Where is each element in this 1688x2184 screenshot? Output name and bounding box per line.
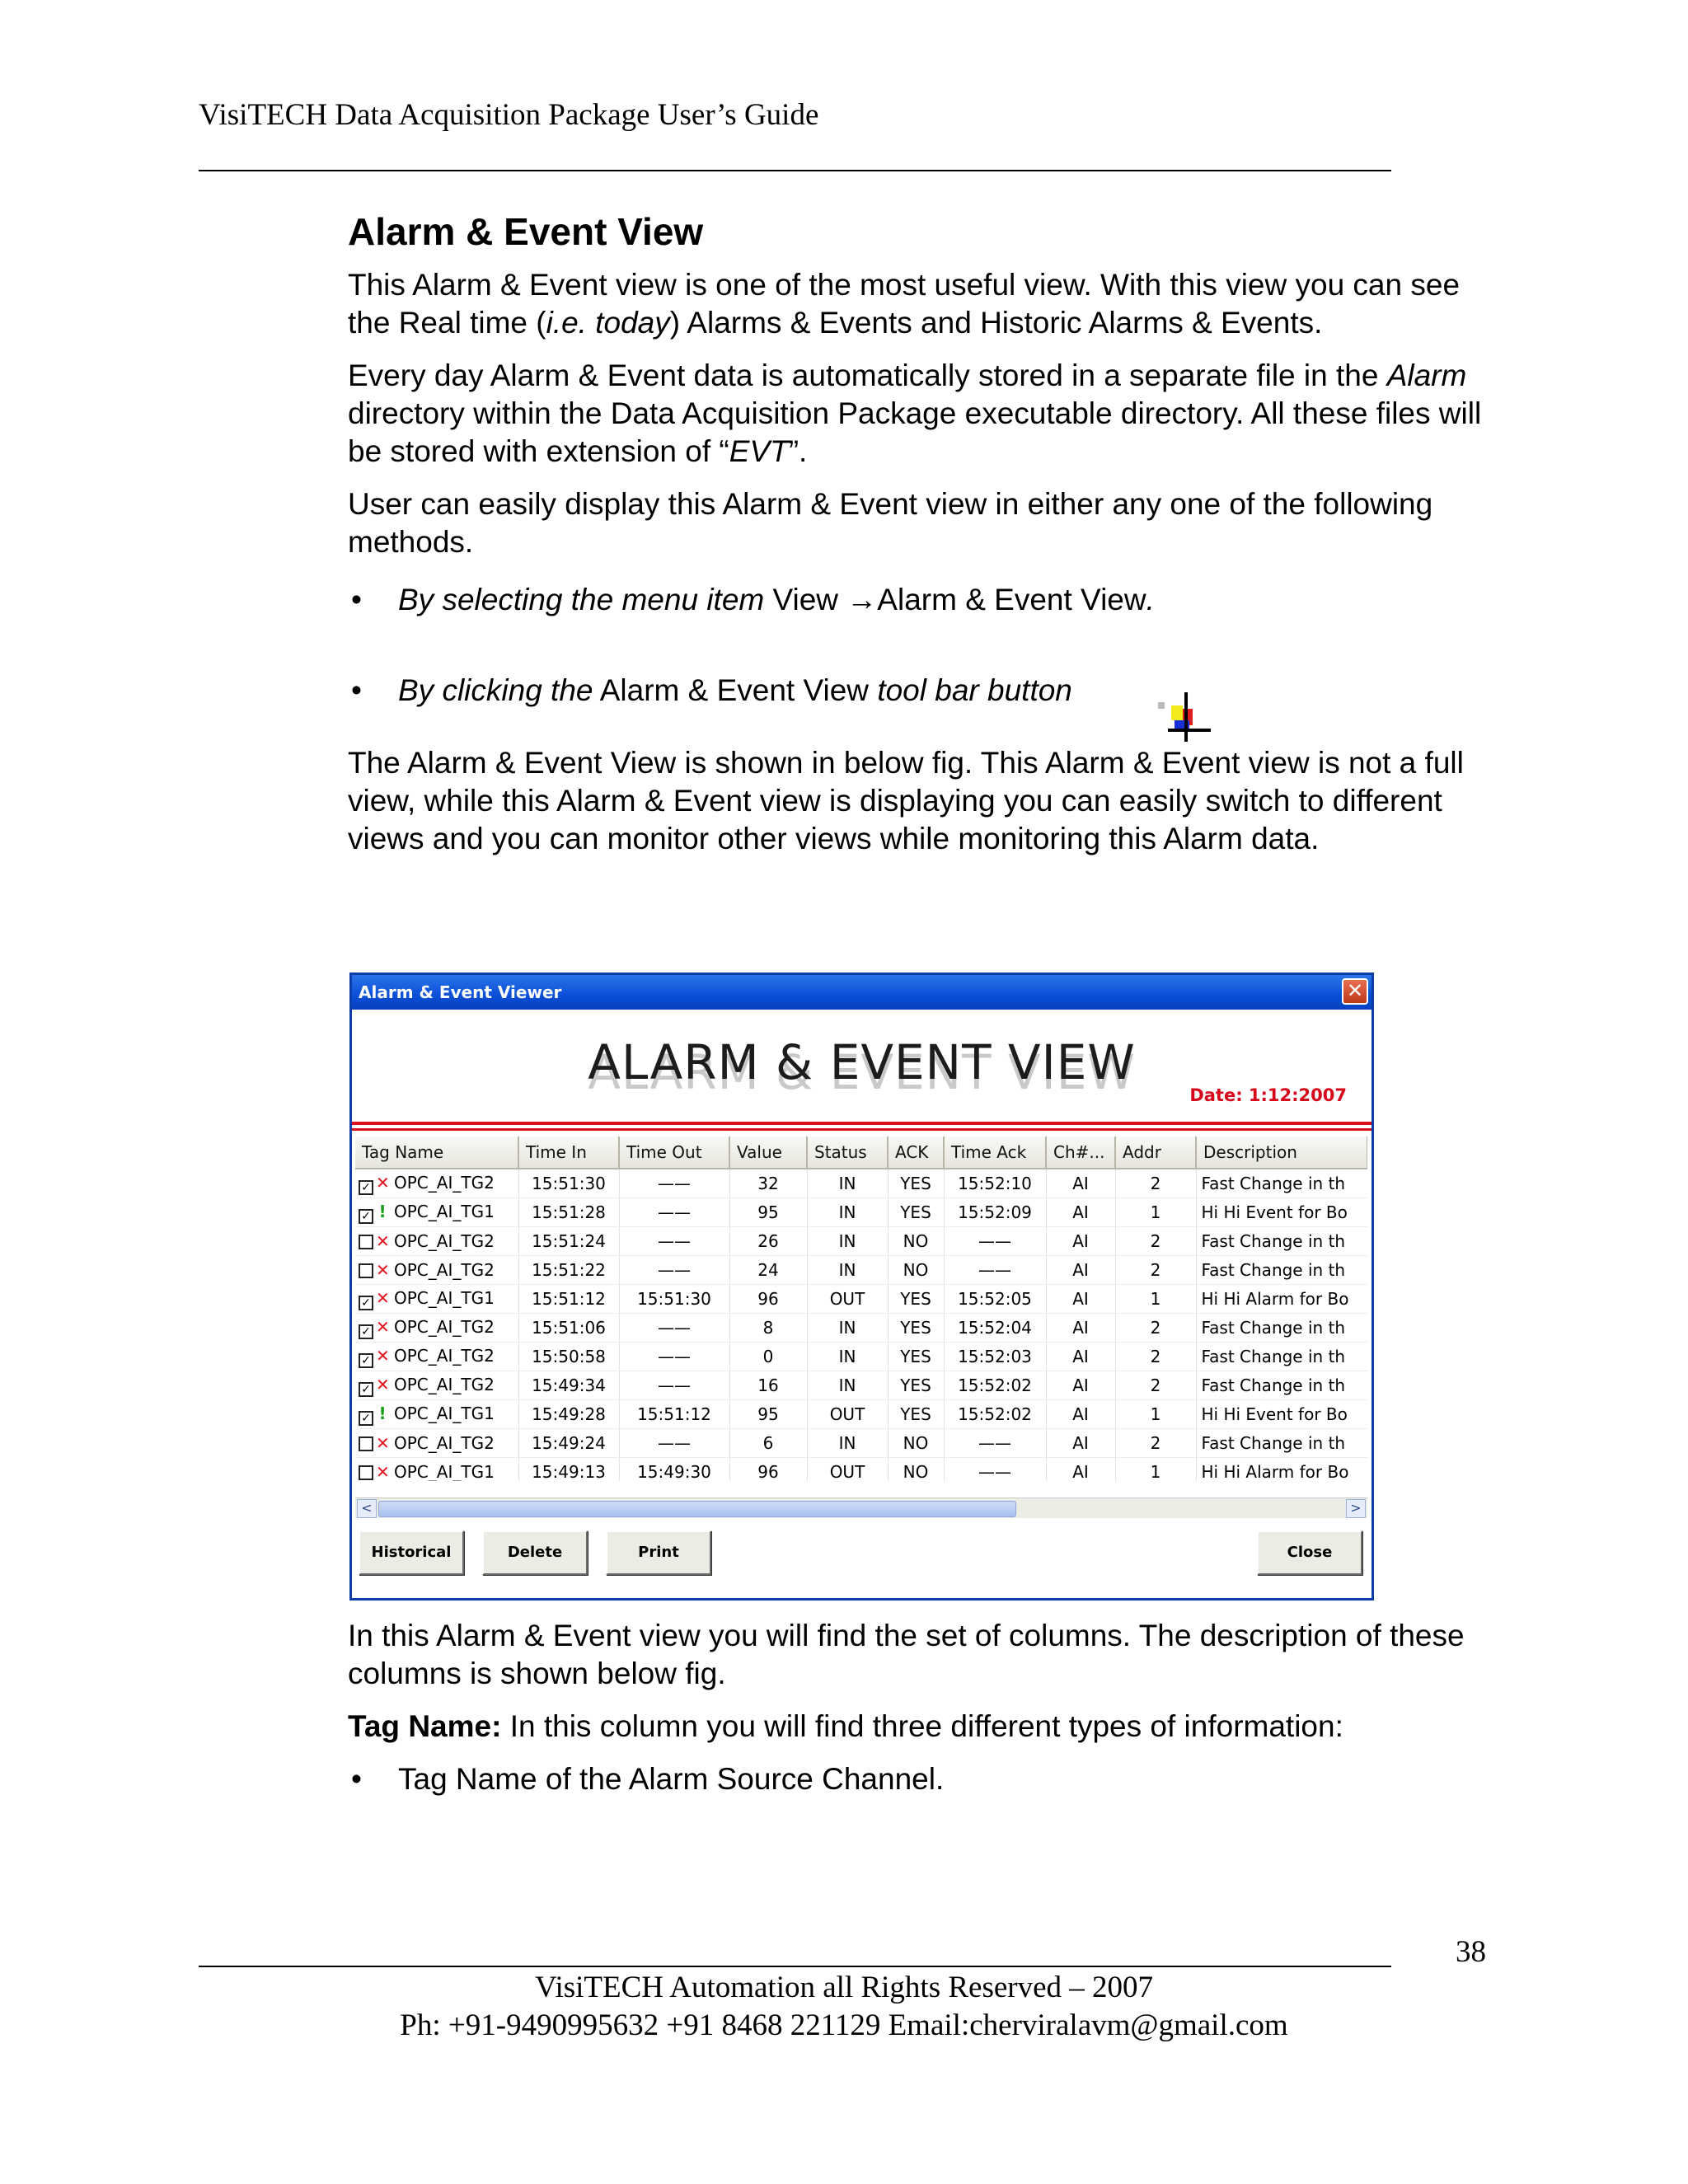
- time-in-cell: 15:51:30: [518, 1169, 619, 1198]
- page-number: 38: [1456, 1935, 1486, 1969]
- desc-cell: Fast Change in th: [1196, 1256, 1367, 1285]
- ch-cell: AI: [1046, 1343, 1115, 1371]
- time-out-cell: ——: [619, 1256, 729, 1285]
- value-cell: 6: [729, 1429, 807, 1458]
- bullet-dot: •: [351, 673, 362, 708]
- bullet2-emphasis-end: tool bar button: [877, 673, 1072, 708]
- banner-divider-2: [352, 1128, 1372, 1131]
- para2-text-end: ”.: [788, 434, 808, 469]
- checked-checkbox-icon[interactable]: ✓: [359, 1382, 373, 1397]
- bullet1-emphasis: By selecting the menu item: [398, 583, 765, 617]
- status-cell: IN: [807, 1227, 888, 1256]
- time-in-cell: 15:49:13: [518, 1458, 619, 1482]
- tag-name: OPC_AI_TG2: [394, 1231, 495, 1251]
- ch-cell: AI: [1046, 1285, 1115, 1314]
- alarm-x-icon: ✕: [376, 1374, 390, 1394]
- status-cell: OUT: [807, 1458, 888, 1482]
- tag-name: OPC_AI_TG1: [394, 1201, 495, 1221]
- tag-cell: [355, 1256, 518, 1285]
- table-row[interactable]: [355, 1198, 1367, 1227]
- time-ack-cell: 15:52:02: [944, 1371, 1046, 1400]
- alarm-x-icon: ✕: [376, 1172, 390, 1193]
- time-out-cell: ——: [619, 1429, 729, 1458]
- time-out-cell: 15:51:30: [619, 1285, 729, 1314]
- checked-checkbox-icon[interactable]: ✓: [359, 1180, 373, 1195]
- alarm-x-icon: ✕: [376, 1462, 390, 1481]
- bullet-dot: •: [351, 1762, 362, 1796]
- column-header[interactable]: Tag Name: [355, 1137, 518, 1169]
- para2-text: Every day Alarm & Event data is automatically stored in a separate file in the: [348, 359, 1387, 393]
- addr-cell: 2: [1115, 1371, 1196, 1400]
- scroll-thumb[interactable]: [378, 1501, 1016, 1517]
- addr-cell: 1: [1115, 1198, 1196, 1227]
- post-figure-content: [348, 1617, 1502, 1798]
- value-cell: 24: [729, 1256, 807, 1285]
- tag-name: OPC_AI_TG2: [394, 1374, 495, 1394]
- addr-cell: 2: [1115, 1169, 1196, 1198]
- column-header[interactable]: ACK: [888, 1137, 944, 1169]
- alarm-event-toolbar-icon: [1151, 691, 1217, 757]
- intro-paragraph: [348, 266, 1502, 342]
- value-cell: 26: [729, 1227, 807, 1256]
- tag-name: OPC_AI_TG2: [394, 1260, 495, 1280]
- tag-name-label: Tag Name:: [348, 1709, 502, 1743]
- alarm-x-icon: ✕: [376, 1231, 390, 1251]
- desc-cell: Hi Hi Alarm for Bo: [1196, 1458, 1367, 1482]
- bullet-dot: •: [351, 583, 362, 617]
- tag-name-paragraph: [348, 1708, 1502, 1746]
- para1-text: This Alarm & Event view is one of the most useful view. With this view you can see the Real time (: [348, 268, 1461, 340]
- time-in-cell: 15:49:28: [518, 1400, 619, 1429]
- column-header[interactable]: Addr: [1115, 1137, 1196, 1169]
- time-ack-cell: 15:52:03: [944, 1343, 1046, 1371]
- time-ack-cell: 15:52:05: [944, 1285, 1046, 1314]
- grid-body: [355, 1169, 1367, 1481]
- ch-cell: AI: [1046, 1429, 1115, 1458]
- column-header[interactable]: Status: [807, 1137, 888, 1169]
- ack-cell: NO: [888, 1429, 944, 1458]
- time-out-cell: ——: [619, 1169, 729, 1198]
- addr-cell: 2: [1115, 1227, 1196, 1256]
- ch-cell: AI: [1046, 1458, 1115, 1482]
- status-cell: IN: [807, 1198, 888, 1227]
- tag-name: OPC_AI_TG2: [394, 1345, 495, 1366]
- column-header[interactable]: Ch#...: [1046, 1137, 1115, 1169]
- delete-button[interactable]: Delete: [482, 1530, 588, 1575]
- table-row[interactable]: [355, 1314, 1367, 1343]
- time-out-cell: 15:51:12: [619, 1400, 729, 1429]
- status-cell: IN: [807, 1169, 888, 1198]
- ack-cell: YES: [888, 1198, 944, 1227]
- time-in-cell: 15:51:12: [518, 1285, 619, 1314]
- storage-paragraph: [348, 357, 1502, 471]
- banner-divider: [352, 1122, 1372, 1125]
- checked-checkbox-icon[interactable]: ✓: [359, 1411, 373, 1426]
- bullet2-text: Alarm & Event View: [593, 673, 878, 708]
- desc-cell: Fast Change in th: [1196, 1314, 1367, 1343]
- status-cell: IN: [807, 1371, 888, 1400]
- alarm-event-viewer-window: [349, 972, 1374, 1601]
- bullet1-text: View →Alarm & Event View: [764, 583, 1146, 617]
- header-rule: [199, 170, 1391, 171]
- ch-cell: AI: [1046, 1371, 1115, 1400]
- ch-cell: AI: [1046, 1400, 1115, 1429]
- para1-emphasis: i.e. today: [546, 306, 670, 340]
- section-heading: Alarm & Event View: [348, 210, 704, 253]
- checked-checkbox-icon[interactable]: ✓: [359, 1353, 373, 1368]
- desc-cell: Hi Hi Event for Bo: [1196, 1400, 1367, 1429]
- columns-paragraph: In this Alarm & Event view you will find the set of columns. The description of these columns is shown below fig.: [348, 1619, 1465, 1690]
- addr-cell: 1: [1115, 1400, 1196, 1429]
- close-icon[interactable]: ✕: [1342, 978, 1368, 1005]
- ack-cell: YES: [888, 1343, 944, 1371]
- unchecked-checkbox-icon[interactable]: [359, 1263, 373, 1278]
- time-in-cell: 15:51:22: [518, 1256, 619, 1285]
- ack-cell: YES: [888, 1400, 944, 1429]
- print-button[interactable]: Print: [606, 1530, 711, 1575]
- table-row[interactable]: [355, 1458, 1367, 1482]
- ch-cell: AI: [1046, 1227, 1115, 1256]
- para2-emphasis-evt: EVT: [729, 434, 789, 469]
- scroll-left-icon[interactable]: <: [357, 1499, 377, 1518]
- unchecked-checkbox-icon[interactable]: [359, 1465, 373, 1480]
- footer-contact: Ph: +91-9490995632 +91 8468 221129 Email:cherviralavm@gmail.com: [400, 2008, 1288, 2042]
- date-label: Date: 1:12:2007: [1189, 1085, 1347, 1105]
- tag-name: OPC_AI_TG1: [394, 1403, 495, 1423]
- table-row[interactable]: [355, 1169, 1367, 1198]
- tag-cell: [355, 1169, 518, 1198]
- tag-cell: [355, 1198, 518, 1227]
- value-cell: 95: [729, 1198, 807, 1227]
- ack-cell: YES: [888, 1371, 944, 1400]
- table-row[interactable]: [355, 1285, 1367, 1314]
- desc-cell: Fast Change in th: [1196, 1169, 1367, 1198]
- time-out-cell: ——: [619, 1227, 729, 1256]
- ack-cell: NO: [888, 1256, 944, 1285]
- column-header[interactable]: Time In: [518, 1137, 619, 1169]
- unchecked-checkbox-icon[interactable]: [359, 1436, 373, 1451]
- figure-intro-paragraph: The Alarm & Event View is shown in below fig. This Alarm & Event view is not a full view, while this Alarm & Event view is displaying you can easily switch to different views and you can monitor other views while monitoring this Alarm data.: [348, 746, 1464, 856]
- time-ack-cell: ——: [944, 1429, 1046, 1458]
- column-header[interactable]: Time Out: [619, 1137, 729, 1169]
- addr-cell: 2: [1115, 1256, 1196, 1285]
- tag-cell: [355, 1400, 518, 1429]
- desc-cell: Fast Change in th: [1196, 1371, 1367, 1400]
- ack-cell: YES: [888, 1169, 944, 1198]
- methods-paragraph: User can easily display this Alarm & Event view in either any one of the following methods.: [348, 487, 1433, 560]
- bullet-toolbar-button: [348, 672, 1502, 710]
- status-cell: OUT: [807, 1400, 888, 1429]
- alarm-x-icon: ✕: [376, 1433, 390, 1453]
- value-cell: 16: [729, 1371, 807, 1400]
- time-in-cell: 15:50:58: [518, 1343, 619, 1371]
- tag-cell: [355, 1458, 518, 1482]
- tag-name: OPC_AI_TG1: [394, 1462, 495, 1481]
- time-in-cell: 15:51:28: [518, 1198, 619, 1227]
- tag-cell: [355, 1371, 518, 1400]
- para2-emphasis-alarm: Alarm: [1386, 359, 1467, 393]
- status-cell: OUT: [807, 1285, 888, 1314]
- table-row[interactable]: [355, 1429, 1367, 1458]
- status-cell: IN: [807, 1429, 888, 1458]
- checked-checkbox-icon[interactable]: ✓: [359, 1296, 373, 1310]
- tag-name: OPC_AI_TG1: [394, 1287, 495, 1308]
- status-cell: IN: [807, 1256, 888, 1285]
- ch-cell: AI: [1046, 1314, 1115, 1343]
- addr-cell: 2: [1115, 1314, 1196, 1343]
- time-in-cell: 15:51:06: [518, 1314, 619, 1343]
- time-out-cell: ——: [619, 1198, 729, 1227]
- tag-name: OPC_AI_TG2: [394, 1316, 495, 1337]
- time-out-cell: ——: [619, 1314, 729, 1343]
- tag-cell: [355, 1227, 518, 1256]
- addr-cell: 2: [1115, 1429, 1196, 1458]
- value-cell: 8: [729, 1314, 807, 1343]
- column-header[interactable]: Time Ack: [944, 1137, 1046, 1169]
- addr-cell: 2: [1115, 1343, 1196, 1371]
- tag-cell: [355, 1429, 518, 1458]
- ack-cell: NO: [888, 1458, 944, 1482]
- time-ack-cell: ——: [944, 1227, 1046, 1256]
- bullet2-emphasis: By clicking the: [398, 673, 593, 708]
- ch-cell: AI: [1046, 1256, 1115, 1285]
- status-cell: IN: [807, 1343, 888, 1371]
- desc-cell: Fast Change in th: [1196, 1429, 1367, 1458]
- tag-name: OPC_AI_TG2: [394, 1433, 495, 1453]
- ack-cell: NO: [888, 1227, 944, 1256]
- alarm-x-icon: ✕: [376, 1260, 390, 1280]
- desc-cell: Fast Change in th: [1196, 1227, 1367, 1256]
- time-ack-cell: ——: [944, 1256, 1046, 1285]
- desc-cell: Hi Hi Event for Bo: [1196, 1198, 1367, 1227]
- bullet3-text: Tag Name of the Alarm Source Channel.: [398, 1762, 945, 1796]
- desc-cell: Fast Change in th: [1196, 1343, 1367, 1371]
- table-row[interactable]: [355, 1256, 1367, 1285]
- column-header[interactable]: Description: [1196, 1137, 1367, 1169]
- historical-button[interactable]: Historical: [359, 1530, 464, 1575]
- alarm-grid: [355, 1137, 1367, 1481]
- time-ack-cell: 15:52:09: [944, 1198, 1046, 1227]
- desc-cell: Hi Hi Alarm for Bo: [1196, 1285, 1367, 1314]
- ch-cell: AI: [1046, 1169, 1115, 1198]
- tag-cell: [355, 1314, 518, 1343]
- ack-cell: YES: [888, 1314, 944, 1343]
- time-in-cell: 15:49:34: [518, 1371, 619, 1400]
- grid-header-row: [355, 1137, 1367, 1169]
- tag-name-text: In this column you will find three different types of information:: [501, 1709, 1343, 1743]
- time-out-cell: 15:49:30: [619, 1458, 729, 1482]
- event-exclamation-icon: !: [378, 1201, 387, 1221]
- bullet-menu-item: [348, 581, 1502, 619]
- addr-cell: 1: [1115, 1458, 1196, 1482]
- value-cell: 0: [729, 1343, 807, 1371]
- window-title: Alarm & Event Viewer: [359, 982, 562, 1002]
- ch-cell: AI: [1046, 1198, 1115, 1227]
- tag-cell: [355, 1285, 518, 1314]
- para1-text-end: ) Alarms & Events and Historic Alarms & Events.: [669, 306, 1323, 340]
- unchecked-checkbox-icon[interactable]: [359, 1235, 373, 1249]
- table-row[interactable]: [355, 1227, 1367, 1256]
- alarm-x-icon: ✕: [376, 1287, 390, 1308]
- para2-text-mid: directory within the Data Acquisition Package executable directory. All these files will be stored with extension of “: [348, 396, 1482, 469]
- value-cell: 96: [729, 1458, 807, 1482]
- table-row[interactable]: [355, 1371, 1367, 1400]
- time-ack-cell: 15:52:02: [944, 1400, 1046, 1429]
- time-out-cell: ——: [619, 1343, 729, 1371]
- horizontal-scrollbar[interactable]: [355, 1497, 1367, 1518]
- footer-rule: [199, 1966, 1391, 1967]
- time-ack-cell: 15:52:10: [944, 1169, 1046, 1198]
- alarm-x-icon: ✕: [376, 1316, 390, 1337]
- checked-checkbox-icon[interactable]: ✓: [359, 1324, 373, 1339]
- tag-cell: [355, 1343, 518, 1371]
- addr-cell: 1: [1115, 1285, 1196, 1314]
- table-row[interactable]: [355, 1343, 1367, 1371]
- running-header: VisiTECH Data Acquisition Package User’s Guide: [199, 98, 819, 132]
- view-banner: ALARM & EVENT VIEW: [588, 1034, 1136, 1090]
- bullet1-end: .: [1146, 583, 1155, 617]
- value-cell: 95: [729, 1400, 807, 1429]
- ack-cell: YES: [888, 1285, 944, 1314]
- column-header[interactable]: Value: [729, 1137, 807, 1169]
- time-in-cell: 15:51:24: [518, 1227, 619, 1256]
- value-cell: 32: [729, 1169, 807, 1198]
- tag-name: OPC_AI_TG2: [394, 1172, 495, 1193]
- page-content: [348, 209, 1502, 873]
- checked-checkbox-icon[interactable]: ✓: [359, 1209, 373, 1224]
- time-in-cell: 15:49:24: [518, 1429, 619, 1458]
- alarm-x-icon: ✕: [376, 1345, 390, 1366]
- footer-copyright: VisiTECH Automation all Rights Reserved – 2007: [534, 1971, 1154, 2004]
- time-ack-cell: ——: [944, 1458, 1046, 1482]
- window-titlebar: [352, 975, 1372, 1010]
- close-button[interactable]: Close: [1257, 1530, 1362, 1575]
- scroll-right-icon[interactable]: >: [1346, 1499, 1366, 1518]
- table-row[interactable]: [355, 1400, 1367, 1429]
- time-ack-cell: 15:52:04: [944, 1314, 1046, 1343]
- event-exclamation-icon: !: [378, 1403, 387, 1423]
- time-out-cell: ——: [619, 1371, 729, 1400]
- value-cell: 96: [729, 1285, 807, 1314]
- bullet-tag-name: [348, 1760, 1502, 1798]
- status-cell: IN: [807, 1314, 888, 1343]
